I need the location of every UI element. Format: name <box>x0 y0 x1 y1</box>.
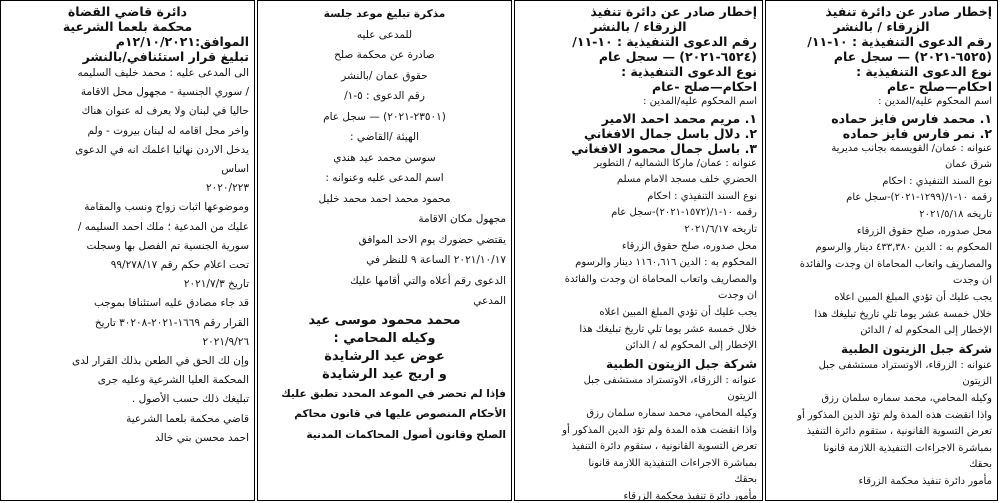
text-line: الى المدعى عليه : محمد خليف السليمه <box>77 67 249 79</box>
text-line: تاريخه ٢٠٢١/٥/١٨ <box>919 208 992 220</box>
text-line: للمدعى عليه <box>356 28 413 41</box>
text-line: قد جاء مصادق عليه استئنافا بموجب <box>94 297 249 310</box>
text-line: ٢٠٢٠/٢٢٣ <box>205 182 249 195</box>
text-line: الزيتون <box>962 376 992 388</box>
respondent-name: ٢. دلال باسل جمال الافغاني <box>584 125 757 141</box>
text-line: واذا انقضت هذه المدة ولم تؤد الدين المذكور أو <box>562 424 757 436</box>
text-line: اساس <box>221 163 249 176</box>
case-number: رقم الدعوى : ٥-١/ <box>344 90 425 102</box>
plaintiff-name: محمد محمود موسى عيد <box>308 312 461 328</box>
text-line: بمباشرة الاجراءات التنفيذية اللازمة قانونا <box>823 442 992 454</box>
notice-subtitle: الزرقاء / بالنشر <box>833 19 930 34</box>
respondent-name: ١. مريم محمد احمد الامير <box>601 110 757 126</box>
text-line: ان وجدت <box>718 290 757 302</box>
text-line: نوع السند التنفيذي : احكام <box>647 190 757 202</box>
notice-title: مذكرة تبليغ موعد جلسة <box>323 8 446 20</box>
notice-column-4 <box>0 0 255 501</box>
text-line: بحقك <box>969 459 992 471</box>
text-line: والمصاريف واتعاب المحاماة ان وجدت والفائدة <box>564 273 757 285</box>
text-line: وإن لك الحق في الطعن بذلك القرار لدى <box>72 355 249 368</box>
text-line: شرق عمان <box>945 159 992 171</box>
notice-title: إخطار صادر عن دائرة تنفيذ <box>590 4 757 19</box>
text-line: يقتضي حضورك يوم الاحد الموافق <box>358 233 506 246</box>
text-line: ٢٠٢١/٩/٢٦ <box>202 335 249 348</box>
text-line: تحت اعلام حكم رقم ٩٩/٢٧٨/١٧ <box>110 259 249 272</box>
case-number-cont: (٦٥٢٤-٢٠٢١) — سجل عام <box>598 49 757 64</box>
text-line: نوع السند التنفيذي : احكام <box>882 175 992 187</box>
respondents-label: اسم المحكوم عليه/المدين : <box>878 96 992 107</box>
text-line: ان وجدت <box>953 275 992 287</box>
footer-signature: مأمور دائرة تنفيذ محكمة الزرقاء <box>858 475 992 487</box>
text-line: خلال خمسة عشر يوما تلي تاريخ تبليغك هذا <box>579 323 757 335</box>
text-line: حقوق عمان /بالنشر <box>341 69 428 82</box>
text-line: تاريخ ٢٠٢١/٧/٣ <box>183 278 249 291</box>
footer-signature: مأمور دائرة تنفيذ محكمة الزرقاء <box>623 490 757 501</box>
text-line: المحكوم به : الدين ١١٦٠,٦١٦ دينار والرسوم <box>575 257 757 269</box>
text-line: الأحكام المنصوص عليها في قانون محاكم <box>294 408 506 420</box>
text-line: مجهول مكان الاقامة <box>418 213 506 225</box>
text-line: ٢٠٢١/١٠/١٧ الساعة ٩ للنظر في <box>366 254 506 266</box>
text-line: عنوانه : عمان/ ماركا الشماليه / التطوير <box>594 157 757 169</box>
case-type-value: احكام—صلح -عام <box>651 79 757 94</box>
notice-column-3 <box>257 0 512 501</box>
text-line: رقمه ١٠-١/(١٢٩٩-٢٠٢١)-سجل عام <box>846 192 992 204</box>
notice-subject: تبليغ قرار استئنافي/بالنشر <box>82 49 249 64</box>
text-line: وكيله المحامي، محمد سماره سلمان رزق <box>821 392 992 404</box>
text-line: سورية الجنسية تم الفصل بها وسجلت <box>86 239 249 252</box>
notice-subtitle: الزرقاء / بالنشر <box>590 19 687 34</box>
respondent-name: ١. محمد فارس فايز حماده <box>831 110 992 126</box>
notice-date: الموافق:١٢/١٠/٢٠٢١م <box>115 34 249 49</box>
notice-subtitle: محكمة بلعما الشرعية <box>62 19 193 34</box>
text-line: المدعي <box>473 295 506 307</box>
text-line: يدخل الاردن نهائيا اعلمك انه في الدعوى <box>75 143 249 156</box>
respondents-label: اسم المحكوم عليه/المدين : <box>643 96 757 107</box>
notice-column-1 <box>765 0 998 501</box>
respondent-name: ٣. باسل جمال محمود الافغاني <box>571 140 757 156</box>
agent-name: و اريج عيد الرشايدة <box>322 366 447 382</box>
text-line: الإخطار إلى المحكوم له / الدائن <box>625 340 757 352</box>
text-line: فإذا لم تحضر في الموعد المحدد تطبق عليك <box>281 387 506 400</box>
respondent-name: ٢. نمر فارس فايز حماده <box>842 125 992 141</box>
creditor-company: شركة جبل الزيتون الطبية <box>606 356 757 371</box>
text-line: بحقك <box>734 474 757 486</box>
judge-name: سوسن محمد عيد هندي <box>333 151 436 164</box>
text-line: الدعوى رقم أعلاه والتي أقامها عليك <box>350 274 506 287</box>
agent-label: وكيله المحامي : <box>333 330 436 346</box>
text-line: المحكمة العليا الشرعية وعليه جرى <box>97 374 249 387</box>
text-line: عنوانه : الزرقاء، الاوتستراد مستشفى جبل <box>818 359 992 371</box>
text-line: الإخطار إلى المحكوم له / الدائن <box>860 325 992 337</box>
text-line: رقمه ١٠-١/(١٥٧٢-٢٠٢١)-سجل عام <box>611 207 757 219</box>
text-line: الهيئة /القاضي : <box>350 131 419 143</box>
case-number-cont: (٦٥٢٥-٢٠٢١) — سجل عام <box>833 49 992 64</box>
text-line: خلال خمسة عشر يوما تلي تاريخ تبليغك هذا <box>814 308 992 320</box>
case-type-value: احكام—صلح -عام <box>886 79 992 94</box>
text-line: يجب عليك أن تؤدي المبلغ المبين اعلاه <box>599 306 757 318</box>
text-line: محل صدوره، صلح حقوق الزرقاء <box>856 225 992 237</box>
text-line: واخر محل اقامه له لبنان بيروت - ولم <box>87 124 249 137</box>
notice-column-2 <box>514 0 763 501</box>
defendant-name: محمود محمد احمد محمد خليل <box>318 192 451 205</box>
judge-name: احمد محسن بني خالد <box>154 431 249 444</box>
text-line: / سوري الجنسية - مجهول محل الاقامة <box>80 86 249 99</box>
text-line: والمصاريف واتعاب المحاماة ان وجدت والفائدة <box>799 258 992 270</box>
case-number: رقم الدعوى التنفيذية : ١٠-١١/ <box>807 34 992 49</box>
text-line: اسم المدعى عليه وعنوانه : <box>325 172 444 184</box>
text-line: صادرة عن محكمة صلح <box>334 49 435 61</box>
text-line: وكيله المحامي، محمد سماره سلمان رزق <box>586 407 757 419</box>
text-line: حاليا في لبنان ولا يعرف له عنوان هناك <box>81 105 249 118</box>
text-line: واذا انقضت هذه المدة ولم تؤد الدين المذكور أو <box>797 409 992 421</box>
case-number-cont: (٢٣٥٠١-٢٠٢١) — سجل عام <box>323 110 446 123</box>
text-line: الصلح وقانون أصول المحاكمات المدنية <box>306 428 506 441</box>
text-line: الحضري خلف مسجد الامام مسلم <box>616 174 757 186</box>
case-type: نوع الدعوى التنفيذية : <box>856 64 992 79</box>
text-line: عنوانه : عمان/ القويسمه بجانب مديرية <box>831 142 992 154</box>
text-line: تاريخه ٢٠٢١/٦/١٧ <box>684 223 757 235</box>
text-line: يجب عليك أن تؤدي المبلغ المبين اعلاه <box>834 291 992 303</box>
text-line: الزيتون <box>727 391 757 403</box>
judge-title: قاضي محكمة بلعما الشرعية <box>126 412 249 425</box>
text-line: وموضوعها اثبات زواج ونسب والمقامة <box>84 201 249 214</box>
notice-title: دائرة قاضي القضاة <box>67 4 188 19</box>
text-line: محل صدوره، صلح حقوق الزرقاء <box>621 240 757 252</box>
case-type: نوع الدعوى التنفيذية : <box>621 64 757 79</box>
text-line: عليك من المدعية ؛ ملك احمد السليمه / <box>77 220 249 233</box>
agent-name: عوض عيد الرشايدة <box>324 348 445 364</box>
text-line: المحكوم به : الدين ٤٣٣,٣٨٠ دينار والرسوم <box>815 242 992 254</box>
creditor-company: شركة جبل الزيتون الطبية <box>841 341 992 356</box>
text-line: تعرض التسوية القانونية ، ستقوم دائرة التنفيذ <box>806 426 992 438</box>
case-number: رقم الدعوى التنفيذية : ١٠-١١/ <box>572 34 757 49</box>
notice-title: إخطار صادر عن دائرة تنفيذ <box>825 4 992 19</box>
text-line: بمباشرة الاجراءات التنفيذية اللازمة قانونا <box>588 457 757 469</box>
text-line: عنوانه : الزرقاء، الاوتستراد مستشفى جبل <box>583 374 757 386</box>
text-line: القرار رقم ١٦٦٩-٢٠٢١-٣٠٢٠٨ تاريخ <box>94 316 249 329</box>
text-line: تعرض التسوية القانونية ، ستقوم دائرة التنفيذ <box>571 441 757 453</box>
text-line: تبليغك ذلك حسب الأصول . <box>131 393 249 406</box>
